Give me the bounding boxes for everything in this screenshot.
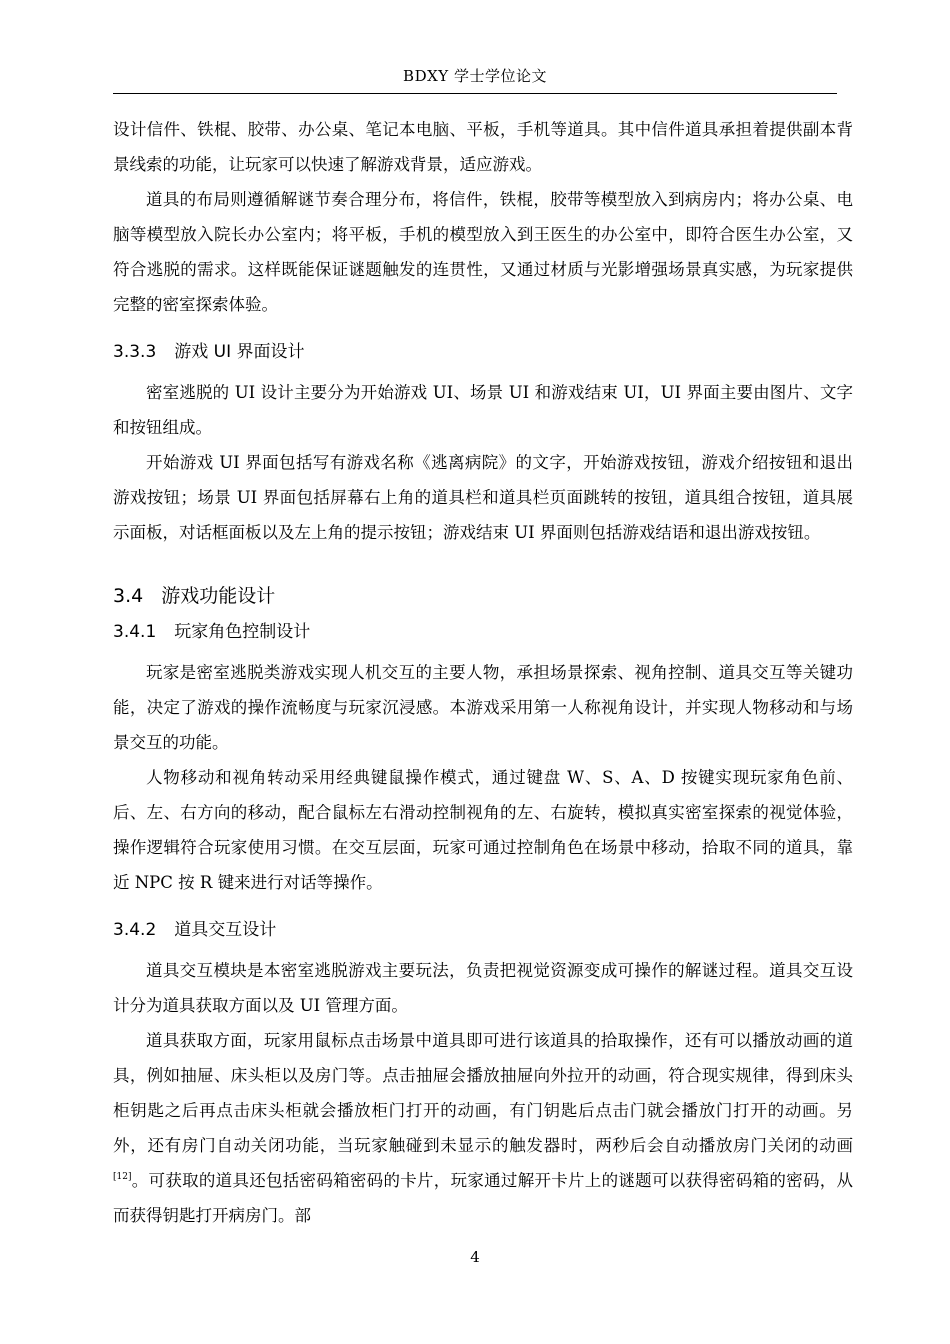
paragraph: 道具交互模块是本密室逃脱游戏主要玩法，负责把视觉资源变成可操作的解谜过程。道具交互设计分为道具获取方面以及 UI 管理方面。 [113, 961, 853, 1015]
section-title: 游戏功能设计 [161, 585, 276, 607]
body-text [113, 112, 853, 1233]
section-number: 3.3.3 [113, 342, 157, 362]
paragraph [113, 1023, 853, 1233]
paragraph: 人物移动和视角转动采用经典键鼠操作模式，通过键盘 W、S、A、D 按键实现玩家角色前、后、左、右方向的移动，配合鼠标左右滑动控制视角的左、右旋转，模拟真实密室探索的视觉体验，操作逻辑符合玩家使用习惯。在交互层面，玩家可通过控制角色在场景中移动，拾取不同的道具，靠近 NPC 按 R 键来进行对话等操作。 [113, 768, 853, 892]
citation-ref: [12] [113, 1172, 132, 1182]
section-number: 3.4.1 [113, 622, 157, 642]
section-heading-3-4 [113, 583, 853, 609]
section-heading-3-4-1 [113, 620, 853, 644]
paragraph: 玩家是密室逃脱类游戏实现人机交互的主要人物，承担场景探索、视角控制、道具交互等关键功能，决定了游戏的操作流畅度与玩家沉浸感。本游戏采用第一人称视角设计，并实现人物移动和与场景交互的功能。 [113, 663, 853, 752]
paragraph: 开始游戏 UI 界面包括写有游戏名称《逃离病院》的文字，开始游戏按钮，游戏介绍按钮和退出游戏按钮；场景 UI 界面包括屏幕右上角的道具栏和道具栏页面跳转的按钮，道具组合按钮，道具展示面板，对话框面板以及左上角的提示按钮；游戏结束 UI 界面则包括游戏结语和退出游戏按钮。 [113, 453, 853, 542]
paragraph: 设计信件、铁棍、胶带、办公桌、笔记本电脑、平板，手机等道具。其中信件道具承担着提供副本背景线索的功能，让玩家可以快速了解游戏背景，适应游戏。 [113, 120, 853, 174]
section-number: 3.4.2 [113, 920, 157, 940]
paragraph-text-cont: 。可获取的道具还包括密码箱密码的卡片，玩家通过解开卡片上的谜题可以获得密码箱的密码，从而获得钥匙打开病房门。部 [113, 1171, 853, 1225]
header-rule [113, 93, 837, 94]
page-number: 4 [470, 1248, 480, 1266]
paragraph: 道具的布局则遵循解谜节奏合理分布，将信件，铁棍，胶带等模型放入到病房内；将办公桌、电脑等模型放入院长办公室内；将平板，手机的模型放入到王医生的办公室中，即符合医生办公室，又符合逃脱的需求。这样既能保证谜题触发的连贯性，又通过材质与光影增强场景真实感，为玩家提供完整的密室探索体验。 [113, 190, 853, 314]
running-header: BDXY 学士学位论文 [403, 67, 547, 85]
section-title: 游戏 UI 界面设计 [174, 342, 305, 362]
section-heading-3-3-3 [113, 340, 853, 364]
section-title: 道具交互设计 [174, 920, 277, 940]
paragraph-text: 道具获取方面，玩家用鼠标点击场景中道具即可进行该道具的拾取操作，还有可以播放动画的道具，例如抽屉、床头柜以及房门等。点击抽屉会播放抽屉向外拉开的动画，符合现实规律，得到床头柜钥匙之后再点击床头柜就会播放柜门打开的动画，有门钥匙后点击门就会播放门打开的动画。另外，还有房门自动关闭功能，当玩家触碰到未显示的触发器时，两秒后会自动播放房门关闭的动画 [113, 1031, 853, 1155]
paragraph: 密室逃脱的 UI 设计主要分为开始游戏 UI、场景 UI 和游戏结束 UI，UI 界面主要由图片、文字和按钮组成。 [113, 383, 853, 437]
section-heading-3-4-2 [113, 918, 853, 942]
section-number: 3.4 [113, 585, 144, 607]
section-title: 玩家角色控制设计 [174, 622, 311, 642]
